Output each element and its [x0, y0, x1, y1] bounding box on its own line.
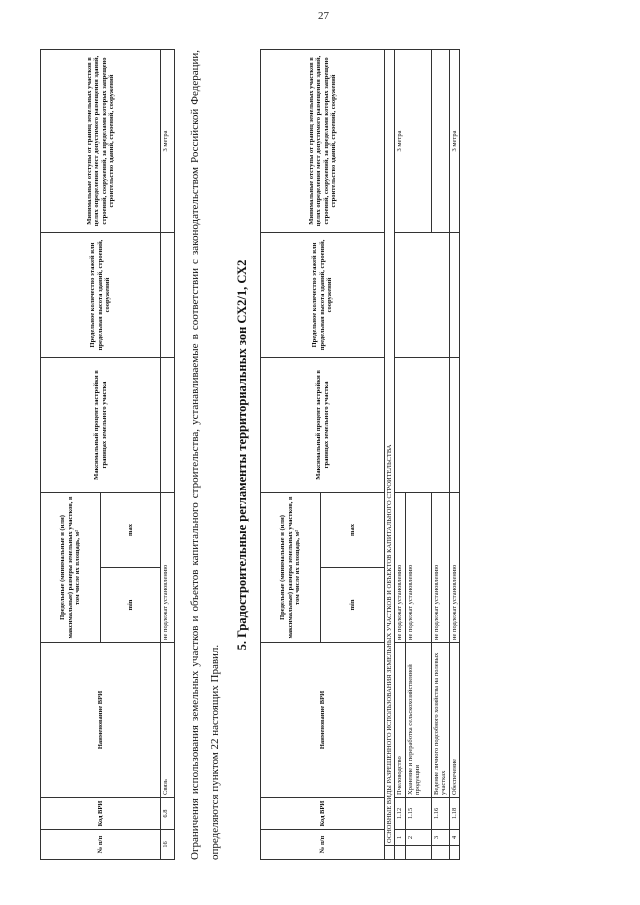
header-name: Наименование ВРИ — [261, 642, 385, 797]
cell-floors — [449, 232, 459, 357]
cell-num: 4 — [449, 829, 459, 845]
cell-setback: 3 метра — [161, 50, 175, 233]
cell-sizes: не подлежат установлению — [449, 492, 459, 642]
header-min: min — [321, 567, 385, 642]
page-number: 27 — [318, 10, 329, 22]
table-regulations — [260, 49, 460, 860]
cell-name: Ведение личного подсобного хозяйства на полевых участках — [431, 642, 449, 797]
header-num: № п/п — [261, 829, 385, 859]
cell-floors — [161, 233, 175, 358]
section-spacer — [385, 846, 395, 860]
cell-num: 16 — [161, 830, 175, 860]
cell-code: 6.8 — [161, 798, 175, 830]
cell-code: 1.16 — [431, 797, 449, 829]
table-row — [449, 49, 459, 859]
header-setback: Минимальные отступы от границ земельных участков в целях определения мест допустимого размещения зданий, строений, сооружений, за пределами которых запрещено строительство зданий, строений, сооружений — [41, 50, 161, 233]
cell-sizes: не подлежат установлению — [161, 493, 175, 643]
cell-sizes: не подлежат установлению — [405, 492, 431, 642]
cell-percent — [395, 357, 449, 492]
cell-code: 1.15 — [405, 797, 431, 829]
cell-num: 2 — [405, 829, 431, 845]
header-max: max — [321, 492, 385, 567]
cell-setback — [431, 49, 449, 232]
cell-setback: 3 метра — [449, 49, 459, 232]
header-sizes: Предельные (минимальные и (или) максимальные) размеры земельных участков, в том числе их площадь, м² — [41, 493, 101, 643]
cell-code: 1.12 — [395, 797, 405, 829]
header-floors: Предельное количество этажей или предельная высота зданий, строений, сооружений — [261, 232, 385, 357]
header-sizes: Предельные (минимальные и (или) максимальные) размеры земельных участков, в том числе их площадь, м² — [261, 492, 321, 642]
cell-name: Связь — [161, 643, 175, 798]
cell-code: 1.18 — [449, 797, 459, 829]
cell-num: 1 — [395, 829, 405, 845]
cell-percent — [161, 358, 175, 493]
header-min: min — [101, 568, 161, 643]
header-num: № п/п — [41, 830, 161, 860]
cell-setback: 3 метра — [395, 49, 431, 232]
table-continuation — [40, 49, 175, 860]
header-setback: Минимальные отступы от границ земельных участков в целях определения мест допустимого размещения зданий, строений, сооружений, за пределами которых запрещено строительство зданий, строений, сооружений — [261, 49, 385, 232]
rotated-page-content — [40, 50, 610, 860]
section-heading: ОСНОВНЫЕ ВИДЫ РАЗРЕШЕННОГО ИСПОЛЬЗОВАНИЯ ЗЕМЕЛЬНЫХ УЧАСТКОВ И ОБЪЕКТОВ КАПИТАЛЬНОГО СТРОИТЕЛЬСТВА — [385, 49, 395, 845]
header-name: Наименование ВРИ — [41, 643, 161, 798]
header-percent: Максимальный процент застройки в границах земельного участка — [41, 358, 161, 493]
cell-floors — [395, 232, 449, 357]
cell-sizes: не подлежат установлению — [431, 492, 449, 642]
cell-num: 3 — [431, 829, 449, 845]
section-title: 5. Градостроительные регламенты территориальных зон СХ2/1, СХ2 — [235, 259, 249, 651]
header-percent: Максимальный процент застройки в границах земельного участка — [261, 357, 385, 492]
header-floors: Предельное количество этажей или предельная высота зданий, строений, сооружений — [41, 233, 161, 358]
header-code: Код ВРИ — [261, 797, 385, 829]
cell-name: Пчеловодство — [395, 642, 405, 797]
header-code: Код ВРИ — [41, 798, 161, 830]
cell-sizes: не подлежат установлению — [395, 492, 405, 642]
cell-percent — [449, 357, 459, 492]
cell-name: Обеспечение — [449, 642, 459, 797]
table-row — [395, 49, 405, 859]
restrictions-paragraph: Ограничения использования земельных участков и объектов капитального строительства, устанавливаемые в соответствии с законодательством Российской Федерации, определяются пунктом 22 настоящих Правил. — [189, 50, 221, 860]
cell-name: Хранение и переработка сельскохозяйственной продукции — [405, 642, 431, 797]
table-row — [161, 50, 175, 860]
header-max: max — [101, 493, 161, 568]
